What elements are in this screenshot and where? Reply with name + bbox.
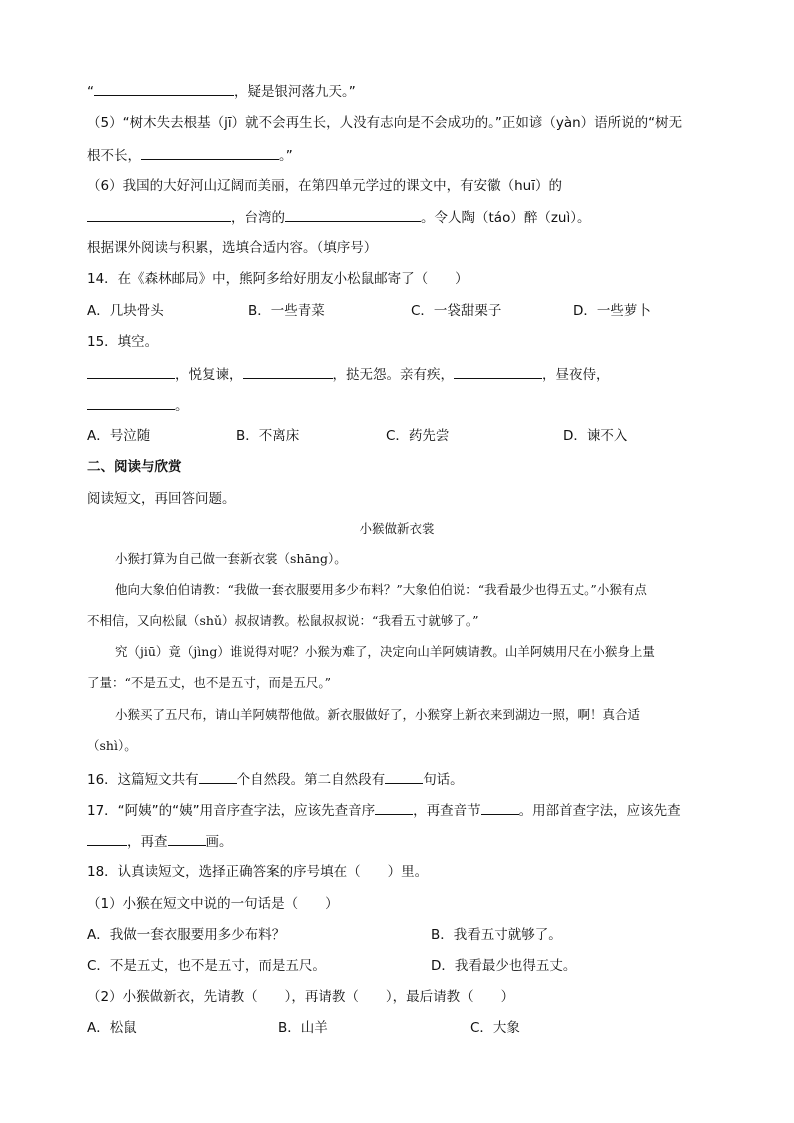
q14-option-d[interactable]: D．一些萝卜 bbox=[573, 303, 651, 319]
story-paragraph-3-line2: 了量：“不是五丈，也不是五寸，而是五尺。” bbox=[87, 675, 332, 690]
q16-part-a: 16．这篇短文共有 bbox=[87, 772, 199, 788]
q15-option-d[interactable]: D．谏不入 bbox=[563, 428, 628, 444]
q17-line1 bbox=[87, 800, 681, 821]
q13-item5-head: 根不长， bbox=[87, 148, 141, 164]
answer-blank[interactable] bbox=[481, 800, 519, 815]
q15-stem: 15．填空。 bbox=[87, 334, 159, 350]
q18-sub2-option-b[interactable]: B．山羊 bbox=[278, 1020, 328, 1036]
q14-option-b[interactable]: B．一些青菜 bbox=[248, 303, 325, 319]
q17-line2 bbox=[87, 831, 233, 852]
q13-item6-tail: 。令人陶（táo）醉（zuì）。 bbox=[421, 210, 591, 226]
answer-blank[interactable] bbox=[87, 207, 231, 222]
answer-blank[interactable] bbox=[87, 364, 175, 379]
q18-stem: 18．认真读短文，选择正确答案的序号填在（ ）里。 bbox=[87, 864, 429, 880]
q18-sub1-option-d[interactable]: D．我看最少也得五丈。 bbox=[431, 958, 577, 974]
story-paragraph-1: 小猴打算为自己做一套新衣裳（shāng）。 bbox=[115, 551, 347, 566]
q15-option-a[interactable]: A．号泣随 bbox=[87, 428, 151, 444]
q18-sub1-stem: （1）小猴在短文中说的一句话是（ ） bbox=[87, 896, 339, 912]
q15-fill-line1 bbox=[87, 364, 610, 385]
q18-sub1-option-a[interactable]: A．我做一套衣服要用多少布料？ bbox=[87, 927, 286, 943]
instruction-text: 根据课外阅读与积累，选填合适内容。（填序号） bbox=[87, 240, 378, 256]
q16-text bbox=[87, 769, 464, 790]
q14-stem: 14．在《森林邮局》中，熊阿多给好朋友小松鼠邮寄了（ ） bbox=[87, 271, 469, 287]
answer-blank[interactable] bbox=[141, 145, 279, 160]
answer-blank[interactable] bbox=[243, 364, 333, 379]
story-paragraph-2-line2: 不相信，又向松鼠（shǔ）叔叔请教。松鼠叔叔说：“我看五寸就够了。” bbox=[87, 613, 479, 628]
answer-blank[interactable] bbox=[385, 769, 423, 784]
q13-line1 bbox=[87, 81, 356, 102]
q13-item5-line1: （5）“树木失去根基（jī）就不会再生长，人没有志向是不会成功的。”正如谚（yàn）语所说的“树无 bbox=[87, 115, 683, 131]
q13-item5-line2 bbox=[87, 145, 293, 166]
q17-part-b: ，再查音节 bbox=[413, 803, 481, 819]
answer-blank[interactable] bbox=[94, 81, 234, 96]
q17-part-a: 17．“阿姨”的“姨”用音序查字法，应该先查音序 bbox=[87, 803, 376, 819]
q14-option-a[interactable]: A．几块骨头 bbox=[87, 303, 164, 319]
q13-item6-mid: ，台湾的 bbox=[231, 210, 285, 226]
q13-line1-tail: ，疑是银河落九天。” bbox=[234, 84, 356, 100]
q18-sub2-stem: （2）小猴做新衣，先请教（ ），再请教（ ），最后请教（ ） bbox=[87, 989, 515, 1005]
q15-option-b[interactable]: B．不离床 bbox=[236, 428, 300, 444]
q18-sub1-option-b[interactable]: B．我看五寸就够了。 bbox=[431, 927, 562, 943]
q15-seg4: 。 bbox=[175, 398, 189, 414]
q16-part-b: 个自然段。第二自然段有 bbox=[236, 772, 386, 788]
answer-blank[interactable] bbox=[454, 364, 542, 379]
answer-blank[interactable] bbox=[87, 395, 175, 410]
answer-blank[interactable] bbox=[168, 831, 206, 846]
q14-option-c[interactable]: C．一袋甜栗子 bbox=[411, 303, 502, 319]
answer-blank[interactable] bbox=[199, 769, 237, 784]
q17-part-e: 画。 bbox=[205, 834, 233, 850]
story-title: 小猴做新衣裳 bbox=[359, 521, 435, 536]
open-quote: “ bbox=[87, 84, 94, 100]
answer-blank[interactable] bbox=[87, 831, 127, 846]
q18-sub1-option-c[interactable]: C．不是五丈，也不是五寸，而是五尺。 bbox=[87, 958, 326, 974]
q13-item5-tail: 。” bbox=[279, 148, 293, 164]
section-heading: 二、阅读与欣赏 bbox=[87, 459, 182, 475]
story-paragraph-3-line1: 究（jiū）竟（jìng）谁说得对呢？小猴为难了，决定向山羊阿姨请教。山羊阿姨用尺在小猴身上量 bbox=[115, 644, 655, 659]
q17-part-c: 。用部首查字法，应该先查 bbox=[518, 803, 681, 819]
story-paragraph-4-line2: （shì）。 bbox=[87, 738, 137, 753]
q18-sub2-option-c[interactable]: C．大象 bbox=[470, 1020, 520, 1036]
q13-item6-line2 bbox=[87, 207, 590, 228]
section-intro: 阅读短文，再回答问题。 bbox=[87, 491, 236, 507]
q15-fill-line2 bbox=[87, 395, 189, 416]
answer-blank[interactable] bbox=[375, 800, 413, 815]
story-paragraph-4-line1: 小猴买了五尺布，请山羊阿姨帮他做。新衣服做好了，小猴穿上新衣来到湖边一照，啊！真合适 bbox=[115, 707, 641, 722]
q16-part-c: 句话。 bbox=[423, 772, 464, 788]
q15-seg3: ，昼夜侍， bbox=[542, 367, 610, 383]
q17-part-d: ，再查 bbox=[127, 834, 168, 850]
q13-item6-line1: （6）我国的大好河山辽阔而美丽，在第四单元学过的课文中，有安徽（huī）的 bbox=[87, 178, 562, 194]
story-paragraph-2-line1: 他向大象伯伯请教：“我做一套衣服要用多少布料？”大象伯伯说：“我看最少也得五丈。”小猴有点 bbox=[115, 582, 647, 597]
q15-seg2: ，挞无怨。亲有疾， bbox=[332, 367, 454, 383]
q15-seg1: ，悦复谏， bbox=[175, 367, 243, 383]
q15-option-c[interactable]: C．药先尝 bbox=[386, 428, 450, 444]
answer-blank[interactable] bbox=[285, 207, 421, 222]
q18-sub2-option-a[interactable]: A．松鼠 bbox=[87, 1020, 137, 1036]
